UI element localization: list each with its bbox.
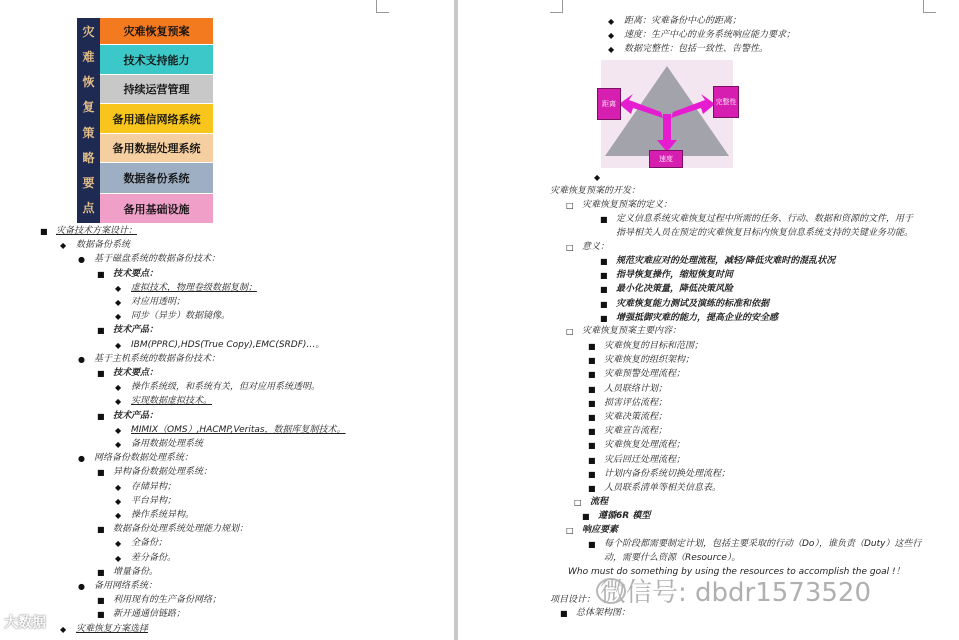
outline-line: 灾备技术方案设计： xyxy=(56,226,138,236)
bullet-marker: ◆ xyxy=(115,553,122,563)
response-text: 每个阶段都需要制定计划，包括主要采取的行动（Do），谁负责（Duty）这些行 xyxy=(604,539,922,549)
outline-line: 备用数据处理系统 xyxy=(131,439,204,449)
triangle-tag-distance: 距离 xyxy=(597,88,621,120)
bullet-marker: ◆ xyxy=(115,496,122,506)
response-heading: 响应要素 xyxy=(582,525,619,535)
bullet-marker: ■ xyxy=(588,413,596,422)
response-text: 动，需要什么资源（Resource）。 xyxy=(604,553,741,563)
logo-watermark: 大数据 xyxy=(4,615,46,631)
bullet-marker: □ xyxy=(566,526,574,535)
bullet-marker: ◆ xyxy=(115,340,122,350)
outline-line: 灾难恢复方案选择 xyxy=(76,623,149,634)
content-item: 灾难恢复的目标和范围； xyxy=(604,341,704,351)
outline-line: 平台异构； xyxy=(131,495,177,506)
strategy-box: 持续运营管理 xyxy=(100,75,213,103)
definition-heading: 灾难恢复预案的定义： xyxy=(582,200,673,210)
outline-line: IBM(PPRC),HDS(True Copy),EMC(SRDF)…。 xyxy=(131,339,325,350)
meaning-item: 规范灾难应对的处理流程，减轻/降低灾难时的混乱状况 xyxy=(616,256,836,266)
bullet-marker: ◆ xyxy=(60,241,67,251)
bullet-marker: ■ xyxy=(588,356,596,366)
meaning-item: 最小化决策量，降低决策风险 xyxy=(616,284,734,295)
bullet-marker: ■ xyxy=(600,299,608,309)
content-item: 灾难预警处理流程； xyxy=(604,369,686,380)
top-bullet: 距离：灾难备份中心的距离； xyxy=(624,16,742,26)
bullet-marker: ◆ xyxy=(115,298,122,307)
bullet-marker: ■ xyxy=(97,567,105,577)
content-item: 灾难宣告流程； xyxy=(604,426,668,437)
bullet-marker: ■ xyxy=(97,610,105,620)
bullet-marker: ■ xyxy=(588,469,596,479)
strategy-side-char: 策 xyxy=(82,125,95,140)
outline-line: 基于主机系统的数据备份技术： xyxy=(94,353,221,364)
definition-text: 定义信息系统灾难恢复过程中所需的任务、行动、数据和资源的文件，用于 xyxy=(616,214,914,224)
strategy-box: 备用基础设施 xyxy=(100,194,213,223)
bullet-marker: ● xyxy=(78,255,85,265)
strategy-side-char: 恢 xyxy=(82,75,95,90)
bullet-marker: ◆ xyxy=(608,17,615,26)
outline-line: 差分备份。 xyxy=(131,552,177,563)
bullet-marker: ◆ xyxy=(608,45,615,54)
bullet-marker: ◆ xyxy=(115,511,122,520)
bullet-marker: □ xyxy=(566,327,574,336)
bullet-marker: ■ xyxy=(97,326,105,336)
bullet-marker: ■ xyxy=(600,257,608,266)
bullet-marker: ■ xyxy=(97,596,105,606)
bullet-marker: ■ xyxy=(588,540,596,549)
outline-line: 数据备份系统 xyxy=(76,240,131,251)
outline-line: 利用现有的生产备份网络； xyxy=(113,595,222,606)
bullet-marker: □ xyxy=(566,243,574,252)
content-item: 人员联系清单等相关信息表。 xyxy=(604,483,722,493)
section-heading: 灾难恢复预案的开发： xyxy=(550,186,641,196)
bullet-marker: ◆ xyxy=(115,397,122,407)
bullet-marker: □ xyxy=(574,498,582,507)
page-corner-mark xyxy=(376,0,389,13)
page-corner-mark xyxy=(550,0,563,13)
outline-line: 增量备份。 xyxy=(113,566,159,577)
bullet-marker: ◆ xyxy=(115,539,122,549)
top-bullet: 速度：生产中心的业务系统响应能力要求； xyxy=(624,30,796,40)
strategy-side-char: 要 xyxy=(82,175,95,190)
flow-item: 遵循6R 模型 xyxy=(598,511,651,521)
outline-line: 基于磁盘系统的数据备份技术： xyxy=(94,254,221,265)
flow-heading: 流程 xyxy=(590,497,609,507)
bullet-marker: ■ xyxy=(600,271,608,281)
outline-line: 技术要点： xyxy=(113,368,159,378)
definition-text: 指导相关人员在预定的灾难恢复目标内恢复信息系统支持的关键业务功能。 xyxy=(616,228,914,238)
left-document-page xyxy=(0,0,454,640)
bullet-marker: ■ xyxy=(588,370,596,380)
outline-line: 虚拟技术，物理卷级数据复制； xyxy=(131,282,258,293)
bullet-marker: ■ xyxy=(600,313,608,323)
bullet-marker: ◆ xyxy=(608,31,615,40)
bullet-marker: ■ xyxy=(582,512,590,521)
strategy-box: 备用数据处理系统 xyxy=(100,134,213,162)
triangle-diagram xyxy=(601,60,737,168)
bullet-marker: ■ xyxy=(97,369,105,378)
wechat-watermark: 微信号: dbdr1573520 xyxy=(600,578,872,608)
bullet-marker: ■ xyxy=(588,384,596,394)
architecture-line: 总体架构图： xyxy=(576,608,631,618)
strategy-side-char: 复 xyxy=(82,100,95,115)
outline-line: 全备份； xyxy=(131,538,168,549)
triangle-tag-speed: 速度 xyxy=(649,150,683,168)
outline-line: 新开通通信链路； xyxy=(113,609,186,620)
outline-line: 技术要点： xyxy=(113,268,159,279)
bullet-marker: ◆ xyxy=(115,440,122,449)
content-item: 灾难恢复处理流程； xyxy=(604,440,686,451)
strategy-side-char: 略 xyxy=(82,150,95,165)
bullet-marker: ■ xyxy=(588,398,596,408)
content-item: 人员联络计划； xyxy=(604,383,668,394)
content-item: 灾后回迁处理流程； xyxy=(604,454,686,465)
bullet-marker: ◆ xyxy=(115,383,122,393)
bullet-marker: ● xyxy=(78,454,85,464)
bullet-marker: ■ xyxy=(588,342,596,351)
english-line: Who must do something by using the resources to accomplish the goal !！ xyxy=(568,567,905,577)
bullet-marker: ■ xyxy=(588,427,596,437)
bullet-marker: ■ xyxy=(97,269,105,279)
bullet-marker: ■ xyxy=(588,441,596,451)
strategy-box: 技术支持能力 xyxy=(100,45,213,74)
strategy-side-char: 灾 xyxy=(82,25,95,40)
bullet-marker: ◆ xyxy=(115,312,122,322)
strategy-side-char: 难 xyxy=(82,50,95,65)
content-heading: 灾难恢复预案主要内容： xyxy=(582,326,682,336)
triangle-tag-integrity: 完整性 xyxy=(713,86,739,118)
content-item: 计划内备份系统切换处理流程； xyxy=(604,468,731,479)
bullet-marker: ■ xyxy=(588,455,596,465)
content-item: 灾难决策流程； xyxy=(604,412,668,422)
outline-line: 网络备份数据处理系统： xyxy=(94,453,194,464)
bullet-marker: ■ xyxy=(560,609,568,618)
bullet-marker: ◆ xyxy=(115,283,122,293)
content-item: 损害评估流程； xyxy=(604,397,668,408)
outline-line: 技术产品： xyxy=(113,410,159,421)
bullet-marker: ◆ xyxy=(60,624,67,634)
bullet-marker: ◆ xyxy=(115,482,122,492)
right-document-page xyxy=(458,0,959,640)
bullet-marker: ■ xyxy=(40,227,48,236)
project-line: 项目设计： xyxy=(550,595,596,605)
bullet-marker: □ xyxy=(566,201,574,210)
outline-line: 同步（异步）数据镜像。 xyxy=(131,311,231,322)
bullet-marker: ◆ xyxy=(594,173,601,182)
bullet-marker: ■ xyxy=(97,468,105,478)
outline-line: 存储异构； xyxy=(131,481,177,492)
bullet-marker: ● xyxy=(78,354,85,364)
outline-line: 异构备份数据处理系统： xyxy=(113,467,213,478)
meaning-item: 指导恢复操作，缩短恢复时间 xyxy=(616,270,734,281)
bullet-marker: ● xyxy=(78,582,85,591)
strategy-points-graphic xyxy=(77,18,213,223)
outline-line: 实现数据虚拟技术。 xyxy=(131,396,213,407)
bullet-marker: ■ xyxy=(97,525,105,535)
outline-line: 备用网络系统： xyxy=(94,581,158,591)
outline-line: 技术产品： xyxy=(113,325,159,336)
bullet-marker: ■ xyxy=(97,411,105,421)
meaning-item: 灾难恢复能力测试及演练的标准和依据 xyxy=(616,298,770,309)
outline-line: 操作系统级，和系统有关，但对应用系统透明。 xyxy=(131,382,321,393)
strategy-box: 备用通信网络系统 xyxy=(100,104,213,133)
outline-line: 对应用透明； xyxy=(131,297,186,307)
bullet-marker: ◆ xyxy=(115,425,122,435)
bullet-marker: ■ xyxy=(600,215,608,224)
meaning-item: 增强抵御灾难的能力，提高企业的安全感 xyxy=(616,312,779,323)
outline-line: 操作系统异构。 xyxy=(131,510,195,520)
meaning-heading: 意义： xyxy=(582,242,610,252)
outline-line: 数据备份处理系统处理能力规划： xyxy=(113,524,249,535)
bullet-marker: ■ xyxy=(600,285,608,295)
strategy-side-title xyxy=(77,18,100,223)
content-item: 灾难恢复的组织架构； xyxy=(604,355,695,366)
top-bullet: 数据完整性：包括一致性、告警性。 xyxy=(624,44,769,54)
strategy-box: 灾难恢复预案 xyxy=(100,18,213,44)
page-corner-mark xyxy=(923,0,936,13)
outline-line: MIMIX（OMS）,HACMP,Veritas，数据库复制技术。 xyxy=(131,424,346,435)
bullet-marker: ■ xyxy=(588,484,596,493)
strategy-box: 数据备份系统 xyxy=(100,163,213,193)
strategy-side-char: 点 xyxy=(82,200,95,215)
